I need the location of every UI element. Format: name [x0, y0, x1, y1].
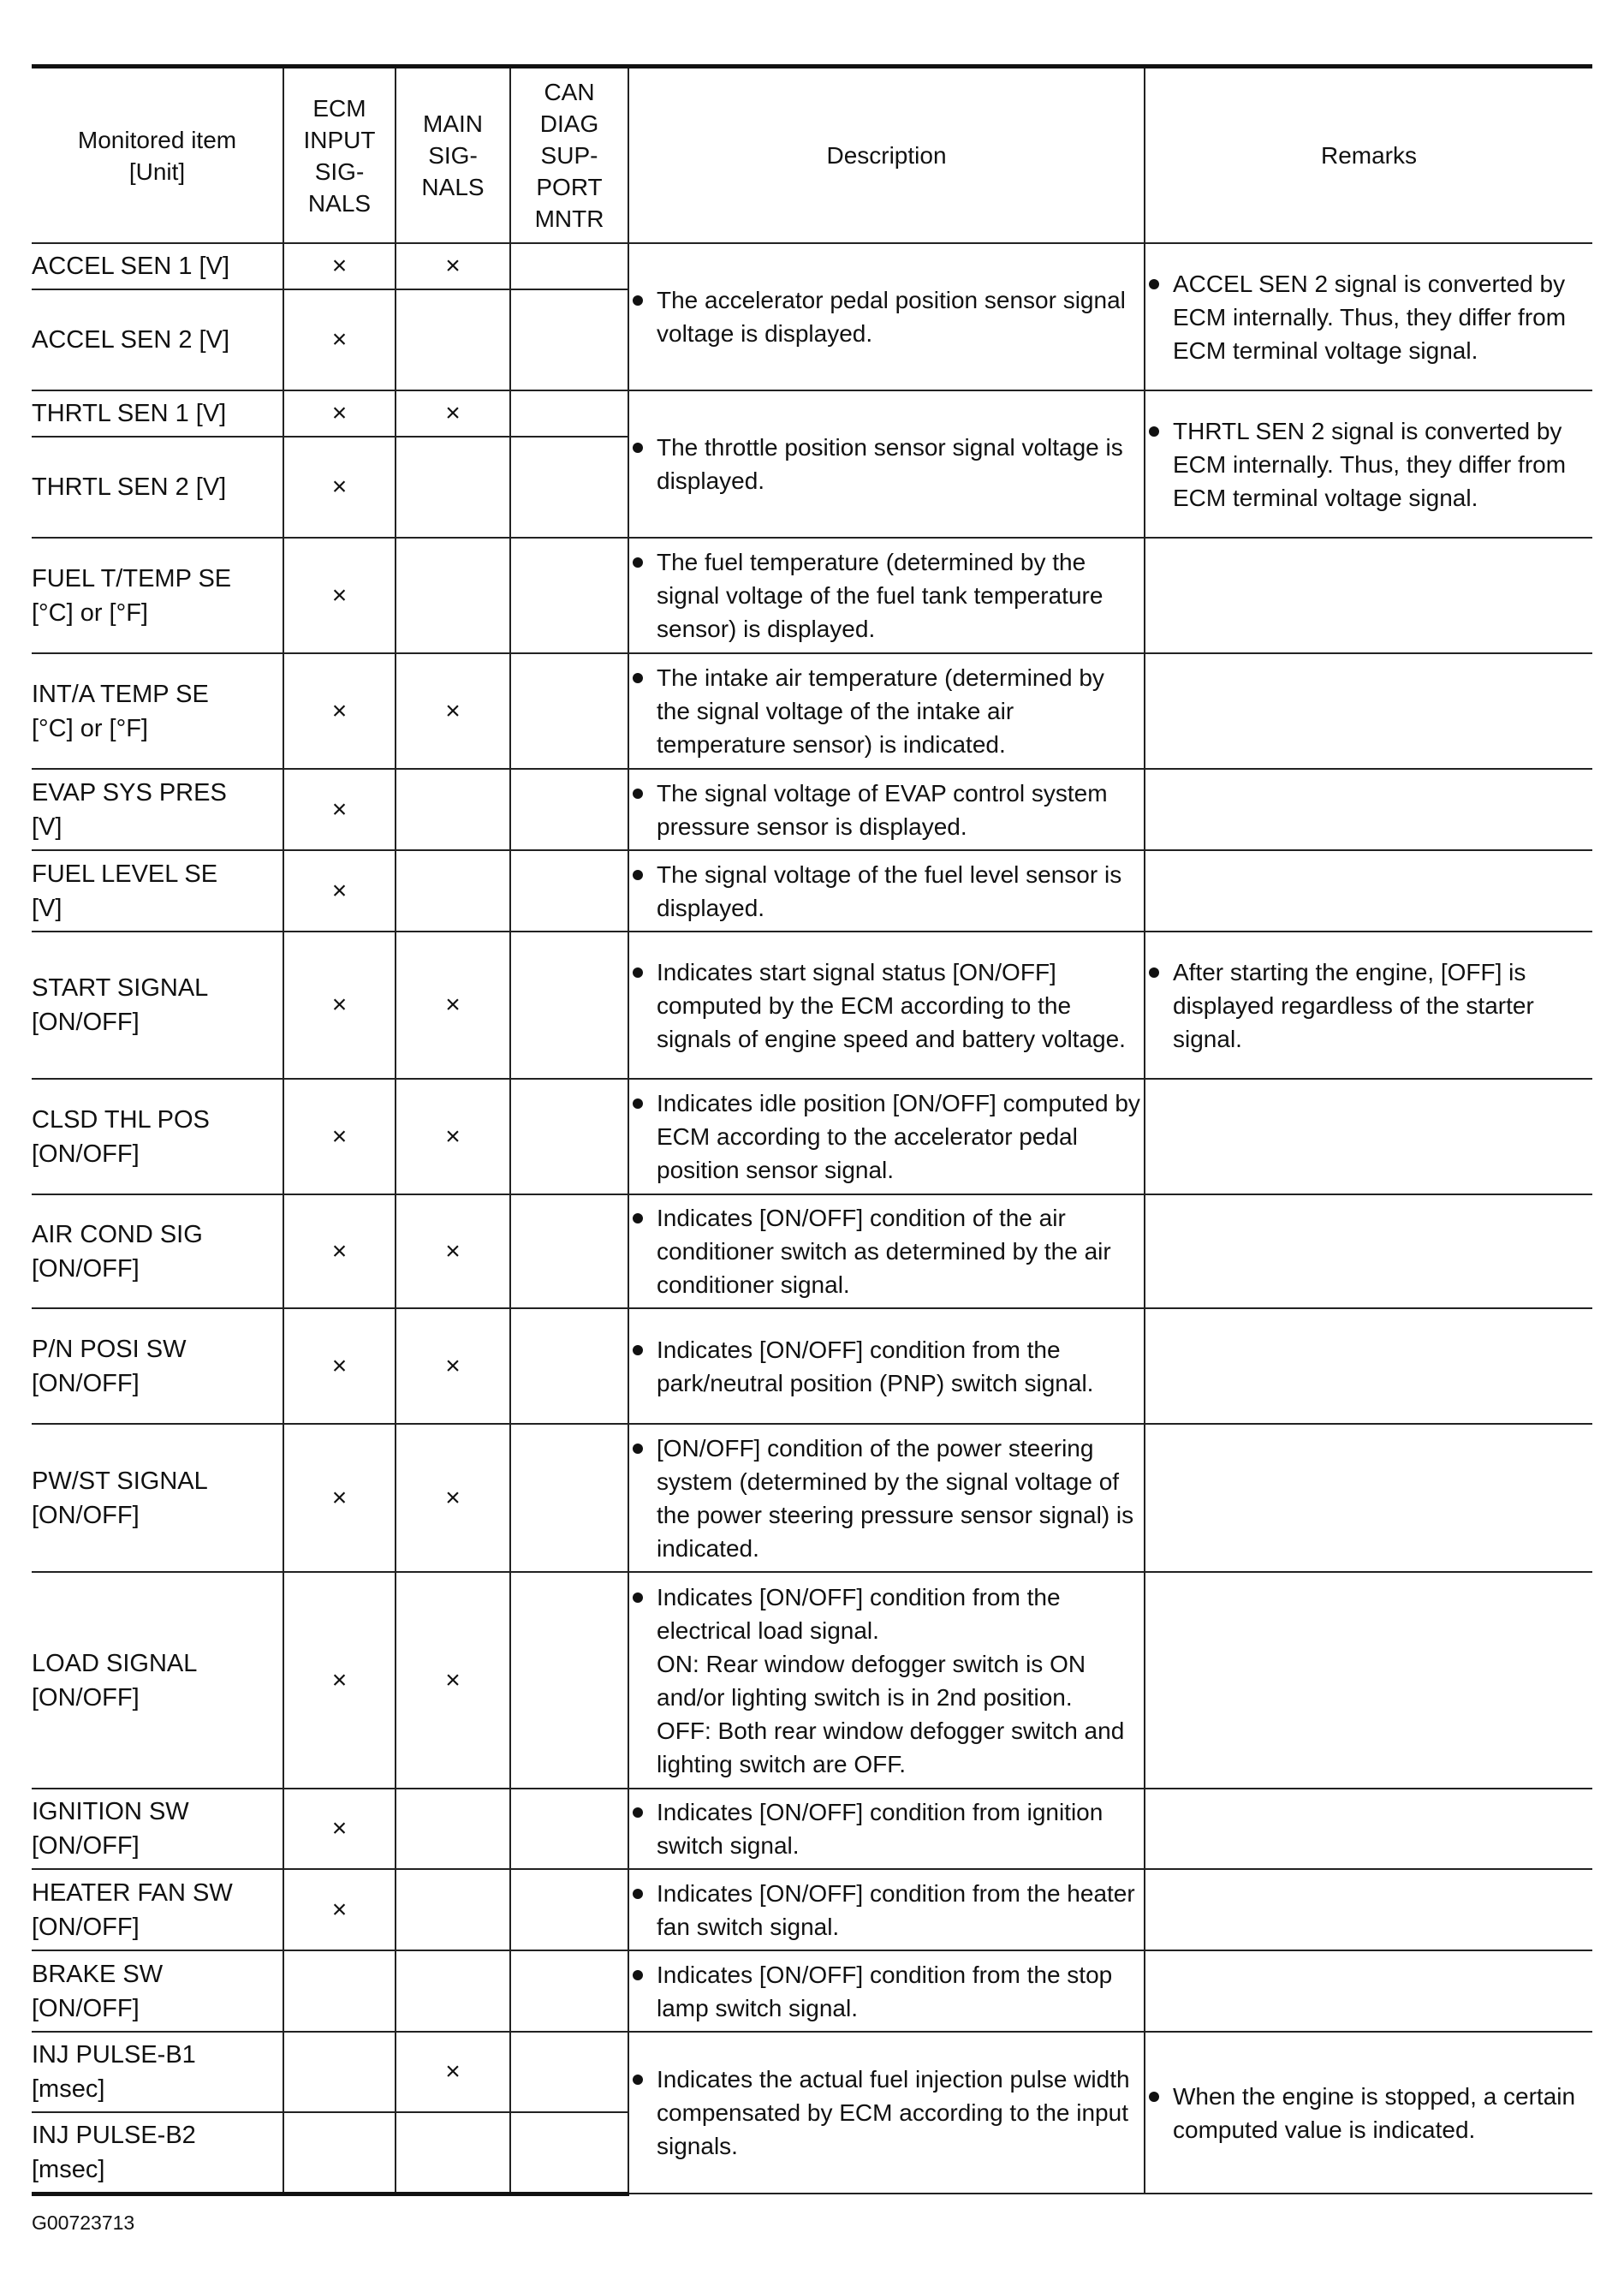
main-mark	[396, 2112, 510, 2194]
table-row	[32, 1194, 1592, 1308]
main-mark: ×	[396, 1079, 510, 1194]
description-bullet: The fuel temperature (determined by the signal voltage of the fuel tank temperature sensor) is displayed.	[629, 545, 1144, 646]
description-cell	[628, 1789, 1145, 1869]
description-bullet: Indicates [ON/OFF] condition from the park/neutral position (PNP) switch signal.	[629, 1333, 1144, 1400]
header-ecm-input-signals: ECM INPUT SIG- NALS	[283, 67, 396, 244]
description-bullet: The signal voltage of EVAP control system pressure sensor is displayed.	[629, 777, 1144, 843]
ecm-mark: ×	[283, 850, 396, 932]
item-cell: INJ PULSE-B2 [msec]	[32, 2112, 283, 2194]
description-cell	[628, 390, 1145, 538]
can-mark	[510, 289, 628, 390]
main-mark: ×	[396, 1308, 510, 1424]
item-cell: HEATER FAN SW [ON/OFF]	[32, 1869, 283, 1950]
description-cell	[628, 1950, 1145, 2032]
item-cell: INJ PULSE-B1 [msec]	[32, 2032, 283, 2112]
ecm-mark: ×	[283, 289, 396, 390]
item-cell: AIR COND SIG [ON/OFF]	[32, 1194, 283, 1308]
description-bullet: Indicates [ON/OFF] condition of the air conditioner switch as determined by the air conditioner signal.	[629, 1201, 1144, 1301]
can-mark	[510, 538, 628, 653]
table-row	[32, 1789, 1592, 1869]
ecm-mark: ×	[283, 1869, 396, 1950]
can-mark	[510, 2032, 628, 2112]
can-mark	[510, 1869, 628, 1950]
remarks-cell	[1145, 1308, 1592, 1424]
can-mark	[510, 932, 628, 1079]
can-mark	[510, 243, 628, 289]
remarks-bullet: When the engine is stopped, a certain computed value is indicated.	[1145, 2080, 1592, 2146]
can-mark	[510, 1308, 628, 1424]
remarks-cell	[1145, 390, 1592, 538]
remarks-cell	[1145, 1869, 1592, 1950]
can-mark	[510, 653, 628, 769]
can-mark	[510, 2112, 628, 2194]
ecm-mark: ×	[283, 1424, 396, 1572]
ecm-mark	[283, 1950, 396, 2032]
can-mark	[510, 1572, 628, 1789]
remarks-cell	[1145, 769, 1592, 850]
header-main-signals: MAIN SIG- NALS	[396, 67, 510, 244]
main-mark: ×	[396, 243, 510, 289]
table-row	[32, 653, 1592, 769]
table-row	[32, 850, 1592, 932]
description-cell	[628, 1079, 1145, 1194]
table-row	[32, 1079, 1592, 1194]
main-mark: ×	[396, 932, 510, 1079]
main-mark: ×	[396, 1194, 510, 1308]
load-signal-off-note: OFF: Both rear window defogger switch and lighting switch are OFF.	[657, 1717, 1125, 1777]
item-cell: BRAKE SW [ON/OFF]	[32, 1950, 283, 2032]
description-bullet: Indicates [ON/OFF] condition from the stop lamp switch signal.	[629, 1958, 1144, 2025]
ecm-mark: ×	[283, 1572, 396, 1789]
item-cell: START SIGNAL [ON/OFF]	[32, 932, 283, 1079]
ecm-mark: ×	[283, 243, 396, 289]
description-cell	[628, 1572, 1145, 1789]
can-mark	[510, 1424, 628, 1572]
ecm-mark: ×	[283, 1308, 396, 1424]
description-bullet: Indicates start signal status [ON/OFF] computed by the ECM according to the signals of engine speed and battery voltage.	[629, 955, 1144, 1056]
remarks-cell	[1145, 932, 1592, 1079]
item-cell: THRTL SEN 2 [V]	[32, 437, 283, 538]
description-cell	[628, 243, 1145, 390]
ecm-mark: ×	[283, 653, 396, 769]
remarks-cell	[1145, 538, 1592, 653]
remarks-cell	[1145, 1572, 1592, 1789]
table-row	[32, 390, 1592, 437]
main-mark	[396, 538, 510, 653]
description-bullet: Indicates idle position [ON/OFF] computed by ECM according to the accelerator pedal position sensor signal.	[629, 1086, 1144, 1187]
description-cell	[628, 1308, 1145, 1424]
can-mark	[510, 1950, 628, 2032]
main-mark	[396, 769, 510, 850]
description-bullet: The accelerator pedal position sensor signal voltage is displayed.	[629, 283, 1144, 350]
description-bullet: The signal voltage of the fuel level sensor is displayed.	[629, 858, 1144, 925]
main-mark: ×	[396, 390, 510, 437]
remarks-bullet: After starting the engine, [OFF] is displayed regardless of the starter signal.	[1145, 955, 1592, 1056]
main-mark: ×	[396, 653, 510, 769]
can-mark	[510, 850, 628, 932]
item-cell: P/N POSI SW [ON/OFF]	[32, 1308, 283, 1424]
table-header-row	[32, 67, 1592, 244]
ecm-mark: ×	[283, 1789, 396, 1869]
table-row	[32, 538, 1592, 653]
main-mark: ×	[396, 2032, 510, 2112]
table-row	[32, 1424, 1592, 1572]
monitor-item-table	[32, 64, 1592, 2196]
ecm-mark: ×	[283, 437, 396, 538]
item-cell: EVAP SYS PRES [V]	[32, 769, 283, 850]
description-cell	[628, 932, 1145, 1079]
item-cell: INT/A TEMP SE [°C] or [°F]	[32, 653, 283, 769]
table-row	[32, 243, 1592, 289]
description-bullet: [ON/OFF] condition of the power steering system (determined by the signal voltage of the power steering pressure sensor signal) is indicated.	[629, 1432, 1144, 1565]
ecm-mark	[283, 2032, 396, 2112]
description-bullet: Indicates [ON/OFF] condition from the heater fan switch signal.	[629, 1877, 1144, 1944]
description-cell	[628, 653, 1145, 769]
ecm-mark: ×	[283, 1079, 396, 1194]
description-bullet: The intake air temperature (determined by the signal voltage of the intake air temperature sensor) is indicated.	[629, 661, 1144, 761]
can-mark	[510, 769, 628, 850]
table-row	[32, 932, 1592, 1079]
description-cell	[628, 1424, 1145, 1572]
header-can-diag-support-mntr: CAN DIAG SUP- PORT MNTR	[510, 67, 628, 244]
description-cell	[628, 769, 1145, 850]
can-mark	[510, 1194, 628, 1308]
remarks-cell	[1145, 1950, 1592, 2032]
main-mark	[396, 1950, 510, 2032]
remarks-bullet: ACCEL SEN 2 signal is converted by ECM internally. Thus, they differ from ECM terminal voltage signal.	[1145, 267, 1592, 367]
remarks-cell	[1145, 243, 1592, 390]
remarks-bullet: THRTL SEN 2 signal is converted by ECM internally. Thus, they differ from ECM terminal voltage signal.	[1145, 414, 1592, 515]
main-mark: ×	[396, 1572, 510, 1789]
main-mark	[396, 437, 510, 538]
remarks-cell	[1145, 2032, 1592, 2194]
can-mark	[510, 1789, 628, 1869]
main-mark	[396, 1789, 510, 1869]
remarks-cell	[1145, 653, 1592, 769]
description-bullet: Indicates the actual fuel injection pulse width compensated by ECM according to the input signals.	[629, 2063, 1144, 2163]
ecm-mark: ×	[283, 538, 396, 653]
description-cell	[628, 1194, 1145, 1308]
ecm-mark: ×	[283, 769, 396, 850]
description-bullet: Indicates [ON/OFF] condition from the electrical load signal. ON: Rear window defogger switch is ON and/or lighting switch is in 2nd position. OFF: Both rear window defogger switch and lighting switch are OFF.	[629, 1581, 1144, 1781]
header-description: Description	[628, 67, 1145, 244]
figure-code: G00723713	[32, 2212, 135, 2234]
table-row	[32, 1572, 1592, 1789]
header-remarks: Remarks	[1145, 67, 1592, 244]
description-bullet: The throttle position sensor signal voltage is displayed.	[629, 431, 1144, 497]
table-row	[32, 2032, 1592, 2112]
description-cell	[628, 2032, 1145, 2194]
description-bullet: Indicates [ON/OFF] condition from ignition switch signal.	[629, 1795, 1144, 1862]
table-row	[32, 1950, 1592, 2032]
item-cell: ACCEL SEN 2 [V]	[32, 289, 283, 390]
table-row	[32, 1869, 1592, 1950]
description-cell	[628, 538, 1145, 653]
item-cell: FUEL LEVEL SE [V]	[32, 850, 283, 932]
remarks-cell	[1145, 1194, 1592, 1308]
ecm-mark: ×	[283, 1194, 396, 1308]
remarks-cell	[1145, 1789, 1592, 1869]
remarks-cell	[1145, 1079, 1592, 1194]
item-cell: LOAD SIGNAL [ON/OFF]	[32, 1572, 283, 1789]
item-cell: THRTL SEN 1 [V]	[32, 390, 283, 437]
main-mark: ×	[396, 1424, 510, 1572]
item-cell: CLSD THL POS [ON/OFF]	[32, 1079, 283, 1194]
ecm-mark: ×	[283, 390, 396, 437]
can-mark	[510, 390, 628, 437]
item-cell: ACCEL SEN 1 [V]	[32, 243, 283, 289]
item-cell: FUEL T/TEMP SE [°C] or [°F]	[32, 538, 283, 653]
description-cell	[628, 1869, 1145, 1950]
description-cell	[628, 850, 1145, 932]
remarks-cell	[1145, 850, 1592, 932]
main-mark	[396, 1869, 510, 1950]
remarks-cell	[1145, 1424, 1592, 1572]
ecm-mark	[283, 2112, 396, 2194]
main-mark	[396, 289, 510, 390]
can-mark	[510, 1079, 628, 1194]
ecm-mark: ×	[283, 932, 396, 1079]
table-row	[32, 1308, 1592, 1424]
can-mark	[510, 437, 628, 538]
item-cell: IGNITION SW [ON/OFF]	[32, 1789, 283, 1869]
main-mark	[396, 850, 510, 932]
header-monitored-item: Monitored item [Unit]	[32, 67, 283, 244]
table-row	[32, 769, 1592, 850]
load-signal-on-note: ON: Rear window defogger switch is ON and/or lighting switch is in 2nd position.	[657, 1650, 1086, 1711]
item-cell: PW/ST SIGNAL [ON/OFF]	[32, 1424, 283, 1572]
